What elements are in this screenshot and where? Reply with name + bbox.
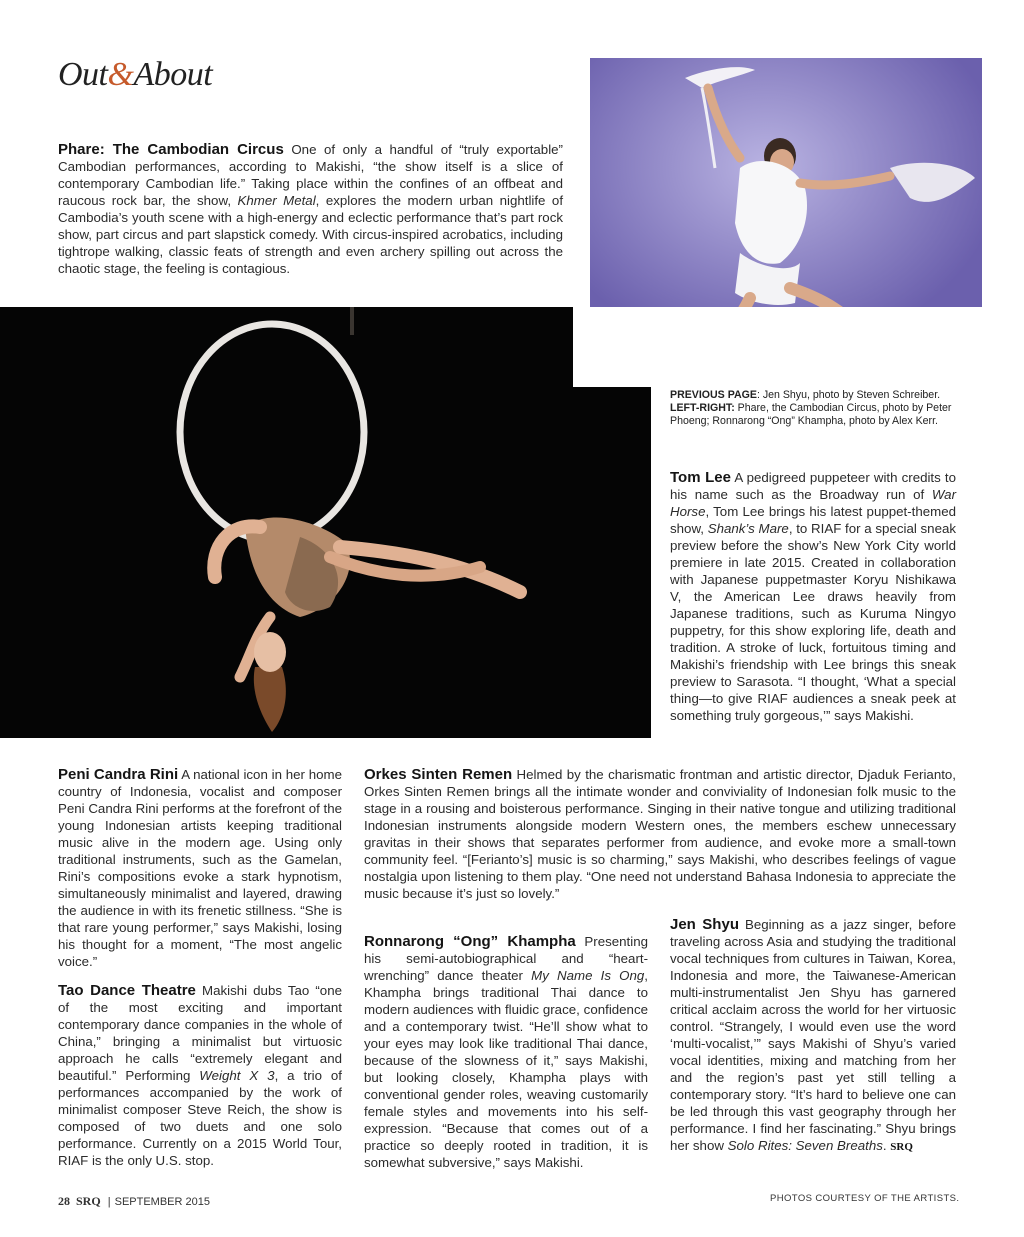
show-title: Shank’s Mare bbox=[707, 521, 789, 536]
article-heading: Tao Dance Theatre bbox=[58, 982, 196, 999]
caption-text: Phare, the Cambodian Circus, photo by Peter Phoeng; Ronnarong “Ong” Khampha, photo by Alex Kerr. bbox=[670, 402, 952, 427]
article-tom-lee bbox=[670, 469, 956, 724]
article-jen-shyu bbox=[670, 916, 956, 1156]
article-heading: Tom Lee bbox=[670, 469, 731, 486]
article-text: A national icon in her home country of Indonesia, vocalist and composer Peni Candra Rini performs at the forefront of the young Indonesian artists keeping traditional music alive in the modern age. Using only traditional instruments, such as the Gamelan, Rini’s compositions evoke a stark hypnotism, simultaneously minimalist and layered, drawing the audience in with its frenetic stillness. “She is that rare young performer,” says Makishi, losing his thought for a moment, “The most angelic voice.” bbox=[58, 767, 342, 969]
page-footer bbox=[58, 1194, 210, 1209]
article-text: , explores the modern urban nightlife of Cambodia’s youth scene with a high-energy and eclectic performance that’s part rock show, part circus and part slapstick comedy. With circus-inspired acrobatics, including tightrope walking, classic feats of strength and even archery spilling out across the chaotic stage, the feeling is contagious. bbox=[58, 193, 564, 276]
article-heading: Orkes Sinten Remen bbox=[364, 766, 513, 783]
show-title: Weight X 3 bbox=[199, 1068, 275, 1083]
issue-date: SEPTEMBER 2015 bbox=[114, 1196, 210, 1208]
article-ronnarong-khampha bbox=[364, 933, 648, 1171]
article-text: Makishi dubs Tao “one of the most exciting and important contemporary dance companies in the whole of China,” bringing a minimalist but virtuosic approach he calls “extremely elegant and beautiful.” Performing bbox=[58, 983, 342, 1083]
show-title: My Name Is Ong bbox=[531, 968, 645, 983]
caption-label: PREVIOUS PAGE bbox=[670, 389, 757, 401]
aerial-illustration bbox=[0, 307, 651, 738]
layout-spacer bbox=[573, 307, 993, 387]
article-text: . bbox=[882, 1138, 891, 1153]
article-text: Helmed by the charismatic frontman and artistic director, Djaduk Ferianto, Orkes Sinten Remen brings all the intimate wonder and conviviality of Indonesian folk music to the stage in a rousing and boisterous performance. Singing in their native tongue and utilizing traditional Indonesian instruments alongside modern Western ones, the members eschew unnecessary gravitas in their shows that separates performer from audience, and evoke more a small-town community feel. “[Ferianto’s] music is so charming,” says Makishi, who describes feelings of vague nostalgia upon listening to them play. “One need not understand Bahasa Indonesia to appreciate the music because it’s just so lovely.” bbox=[364, 767, 957, 901]
article-heading: Jen Shyu bbox=[670, 916, 739, 933]
magazine-name: SRQ bbox=[76, 1194, 101, 1208]
article-text: , a trio of performances accompanied by the work of minimalist composer Steve Reich, the show is composed of two duets and one solo performance. Currently on a 2015 World Tour, RIAF is the only U.S. stop. bbox=[58, 1068, 342, 1168]
article-text: Presenting his semi-autobiographical and “heart-wrenching” dance theater bbox=[364, 934, 648, 983]
article-orkes-sinten-remen bbox=[364, 766, 956, 902]
section-logo-out: Out bbox=[58, 56, 108, 93]
footer-separator: | bbox=[107, 1196, 111, 1208]
article-heading: Peni Candra Rini bbox=[58, 766, 179, 783]
article-heading: Ronnarong “Ong” Khampha bbox=[364, 933, 576, 950]
article-text: One of only a handful of “truly exportable” Cambodian performances, according to Makishi, “the show itself is a slice of contemporary Cambodian life.” Taking place within the confines of an offbeat and raucous rock bar, the show, bbox=[58, 142, 563, 208]
photo-aerial-hoop bbox=[0, 307, 651, 738]
article-phare bbox=[58, 141, 563, 277]
end-mark: SRQ bbox=[890, 1141, 913, 1153]
photo-caption bbox=[670, 389, 956, 428]
article-peni-candra-rini bbox=[58, 766, 342, 970]
show-title: Khmer Metal bbox=[237, 193, 316, 208]
article-text: Beginning as a jazz singer, before traveling across Asia and studying the traditional vocal techniques from cultures in Taiwan, Korea, Indonesia and more, the Taiwanese-American multi-instrumentalist Jen Shyu has garnered critical acclaim across the world for her virtuosic control. “Strangely, I would even use the word ‘multi-vocalist,’” says Makishi of Shyu’s varied vocal identities, mixing and matching from her and the region’s past yet still telling a contemporary story. “It’s hard to believe one can be led through this vast geography through her performance. I find her fascinating.” Shyu brings her show bbox=[670, 917, 957, 1153]
article-heading: Phare: The Cambodian Circus bbox=[58, 141, 284, 158]
section-logo bbox=[58, 56, 212, 94]
page-number: 28 bbox=[58, 1194, 70, 1208]
caption-label: LEFT-RIGHT: bbox=[670, 402, 735, 414]
article-text: A pedigreed puppeteer with credits to his name such as the Broadway run of bbox=[670, 470, 956, 502]
section-logo-about: About bbox=[133, 56, 213, 93]
photo-credit: PHOTOS COURTESY OF THE ARTISTS. bbox=[770, 1193, 960, 1204]
article-text: , to RIAF for a special sneak preview before the show’s New York City world premiere in late 2015. Created in collaboration with Japanese puppetmaster Koryu Nishikawa V, the American Lee draws heavily from Japanese traditions, such as Kuruma Ningyo puppetry, for this show exploring life, death and tradition. A stroke of luck, fortuitous timing and Makishi’s friendship with Lee brings this sneak preview to Sarasota. “I thought, ‘What a special thing—to give RIAF audiences a sneak peek at something truly gorgeous,’” says Makishi. bbox=[670, 521, 957, 723]
show-title: War Horse bbox=[670, 487, 956, 519]
article-text: , Khampha brings traditional Thai dance to modern audiences with fluidic grace, confidence and a contemporary twist. “He’ll show what to your eyes may look like traditional Thai dance, because of the slowness of it,” says Makishi, but looking closely, Khampha plays with conventional gender roles, weaving customarily female styles and movements into his self-expression. “Because that comes out of a practice so deeply rooted in tradition, it is somewhat subversive,” says Makishi. bbox=[364, 968, 648, 1170]
caption-text: : Jen Shyu, photo by Steven Schreiber. bbox=[756, 389, 941, 401]
article-text: , Tom Lee brings his latest puppet-themed show, bbox=[670, 504, 956, 536]
article-tao-dance-theatre bbox=[58, 982, 342, 1169]
section-logo-ampersand: & bbox=[107, 56, 134, 93]
show-title: Solo Rites: Seven Breaths bbox=[727, 1138, 883, 1153]
